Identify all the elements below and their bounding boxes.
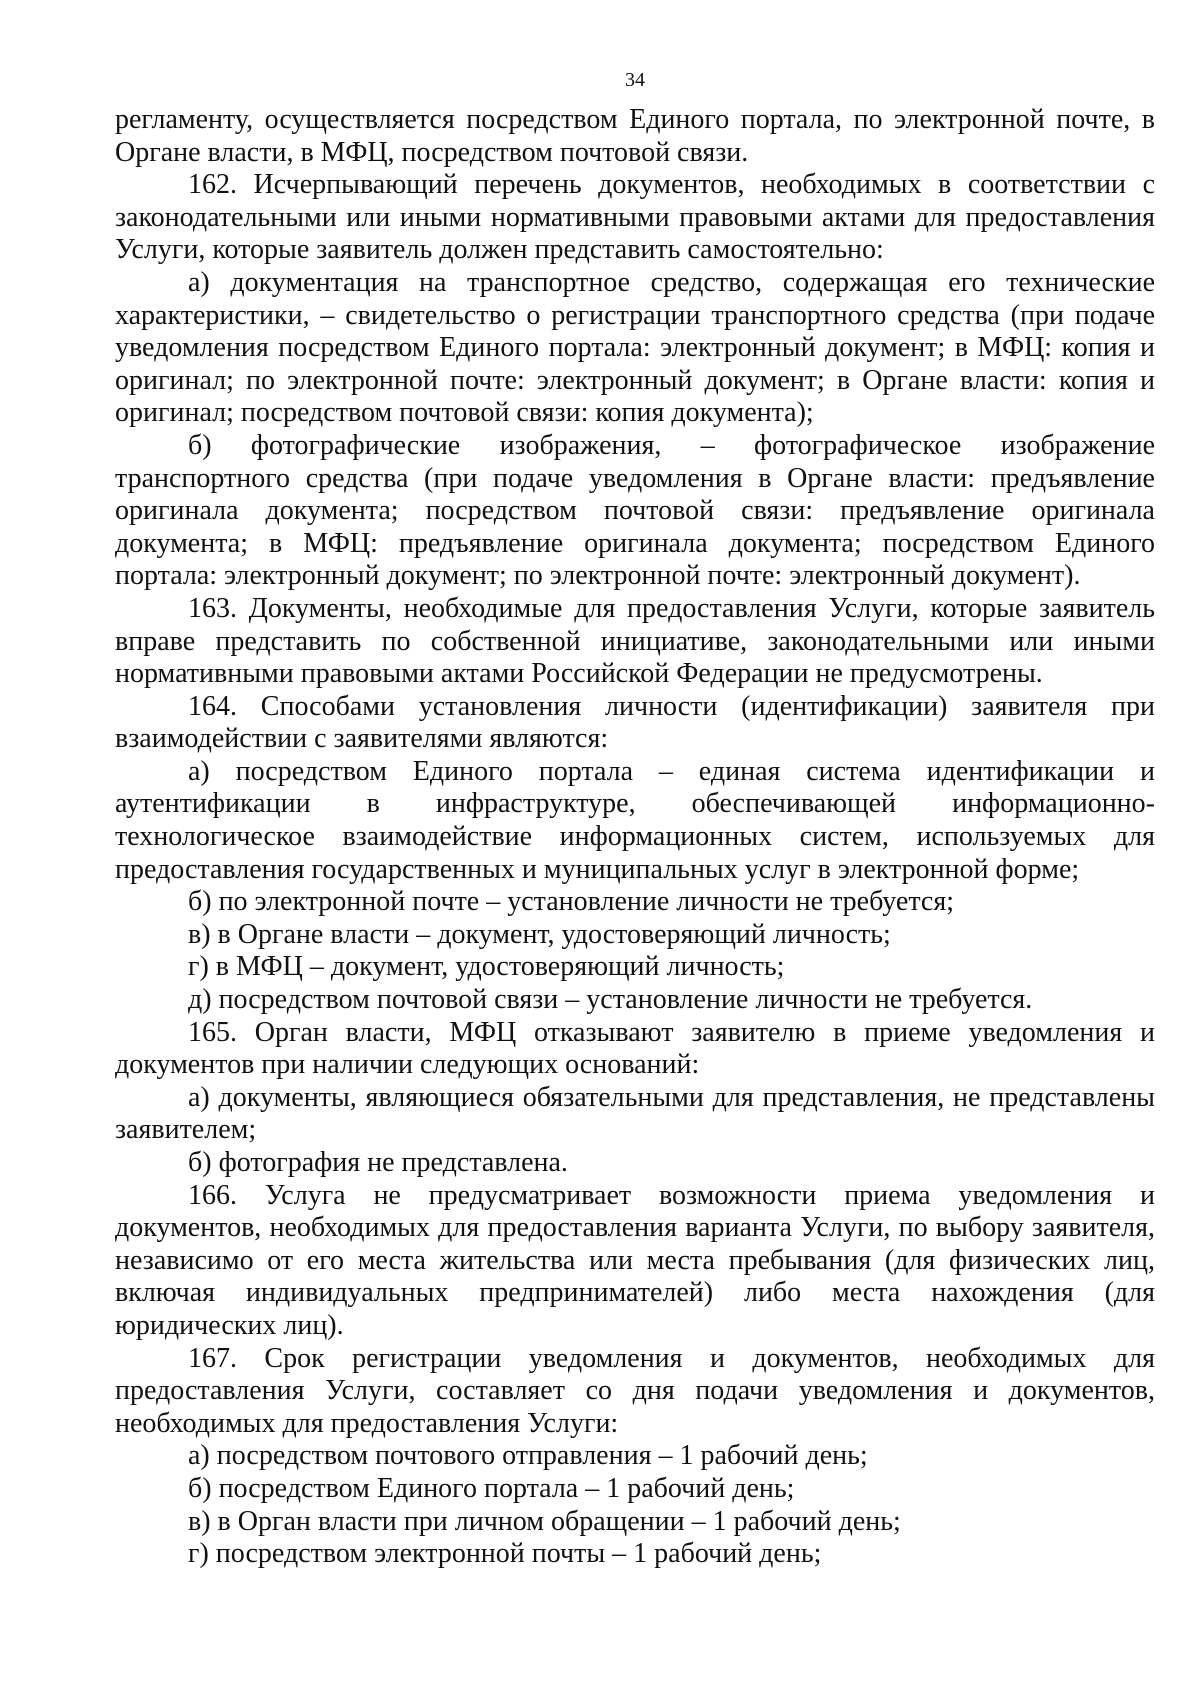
paragraph-164-b: б) по электронной почте – установление личности не требуется; [188,886,954,918]
paragraph-165-a: а) документы, являющиеся обязательными для представления, не представлены заявителем; [115,1081,1155,1146]
paragraph-164-a: а) посредством Единого портала – единая система идентификации и аутентификации в инфраструктуре, обеспечивающей информационно-технологическое взаимодействие информационных систем, используемых для предоставления государственных и муниципальных услуг в электронной форме; [115,755,1155,885]
paragraph-167-b: б) посредством Единого портала – 1 рабочий день; [188,1472,795,1504]
page-number: 34 [625,69,645,91]
paragraph-167-v: в) в Орган власти при личном обращении – 1 рабочий день; [188,1505,901,1537]
paragraph-162-b: б) фотографические изображения, – фотографическое изображение транспортного средства (при подаче уведомления в Органе власти: предъявление оригинала документа; посредством почтовой связи: предъявление оригинала документа; в МФЦ: предъявление оригинала документа; посредством Единого портала: электронный документ; по электронной почте: электронный документ). [115,429,1155,592]
paragraph-167: 167. Срок регистрации уведомления и документов, необходимых для предоставления Услуги, составляет со дня подачи уведомления и документов, необходимых для предоставления Услуги: [115,1342,1155,1439]
paragraph-166: 166. Услуга не предусматривает возможности приема уведомления и документов, необходимых для предоставления варианта Услуги, по выбору заявителя, независимо от его места жительства или места пребывания (для физических лиц, включая индивидуальных предпринимателей) либо места нахождения (для юридических лиц). [115,1179,1155,1341]
paragraph-162: 162. Исчерпывающий перечень документов, необходимых в соответствии с законодательными или иными нормативными правовыми актами для предоставления Услуги, которые заявитель должен представить самостоятельно: [115,169,1155,266]
paragraph-165: 165. Орган власти, МФЦ отказывают заявителю в приеме уведомления и документов при наличии следующих оснований: [115,1016,1155,1081]
document-page [115,0,1155,1571]
paragraph-164: 164. Способами установления личности (идентификации) заявителя при взаимодействии с заявителями являются: [115,690,1155,755]
paragraph-164-g: г) в МФЦ – документ, удостоверяющий личность; [188,951,785,983]
paragraph-164-d: д) посредством почтовой связи – установление личности не требуется. [188,984,1033,1016]
paragraph-continuation: регламенту, осуществляется посредством Единого портала, по электронной почте, в Органе власти, в МФЦ, посредством почтовой связи. [115,104,1155,168]
paragraph-167-a: а) посредством почтового отправления – 1 рабочий день; [188,1440,868,1472]
paragraph-165-b: б) фотография не представлена. [188,1147,568,1178]
paragraph-164-v: в) в Органе власти – документ, удостоверяющий личность; [188,918,891,950]
paragraph-167-g: г) посредством электронной почты – 1 рабочий день; [188,1538,822,1570]
paragraph-163: 163. Документы, необходимые для предоставления Услуги, которые заявитель вправе представить по собственной инициативе, законодательными или иными нормативными правовыми актами Российской Федерации не предусмотрены. [115,592,1155,690]
paragraph-162-a: а) документация на транспортное средство, содержащая его технические характеристики, – свидетельство о регистрации транспортного средства (при подаче уведомления посредством Единого портала: электронный документ; в МФЦ: копия и оригинал; по электронной почте: электронный документ; в Органе власти: копия и оригинал; посредством почтовой связи: копия документа); [115,266,1155,429]
document-body [115,104,1155,1571]
